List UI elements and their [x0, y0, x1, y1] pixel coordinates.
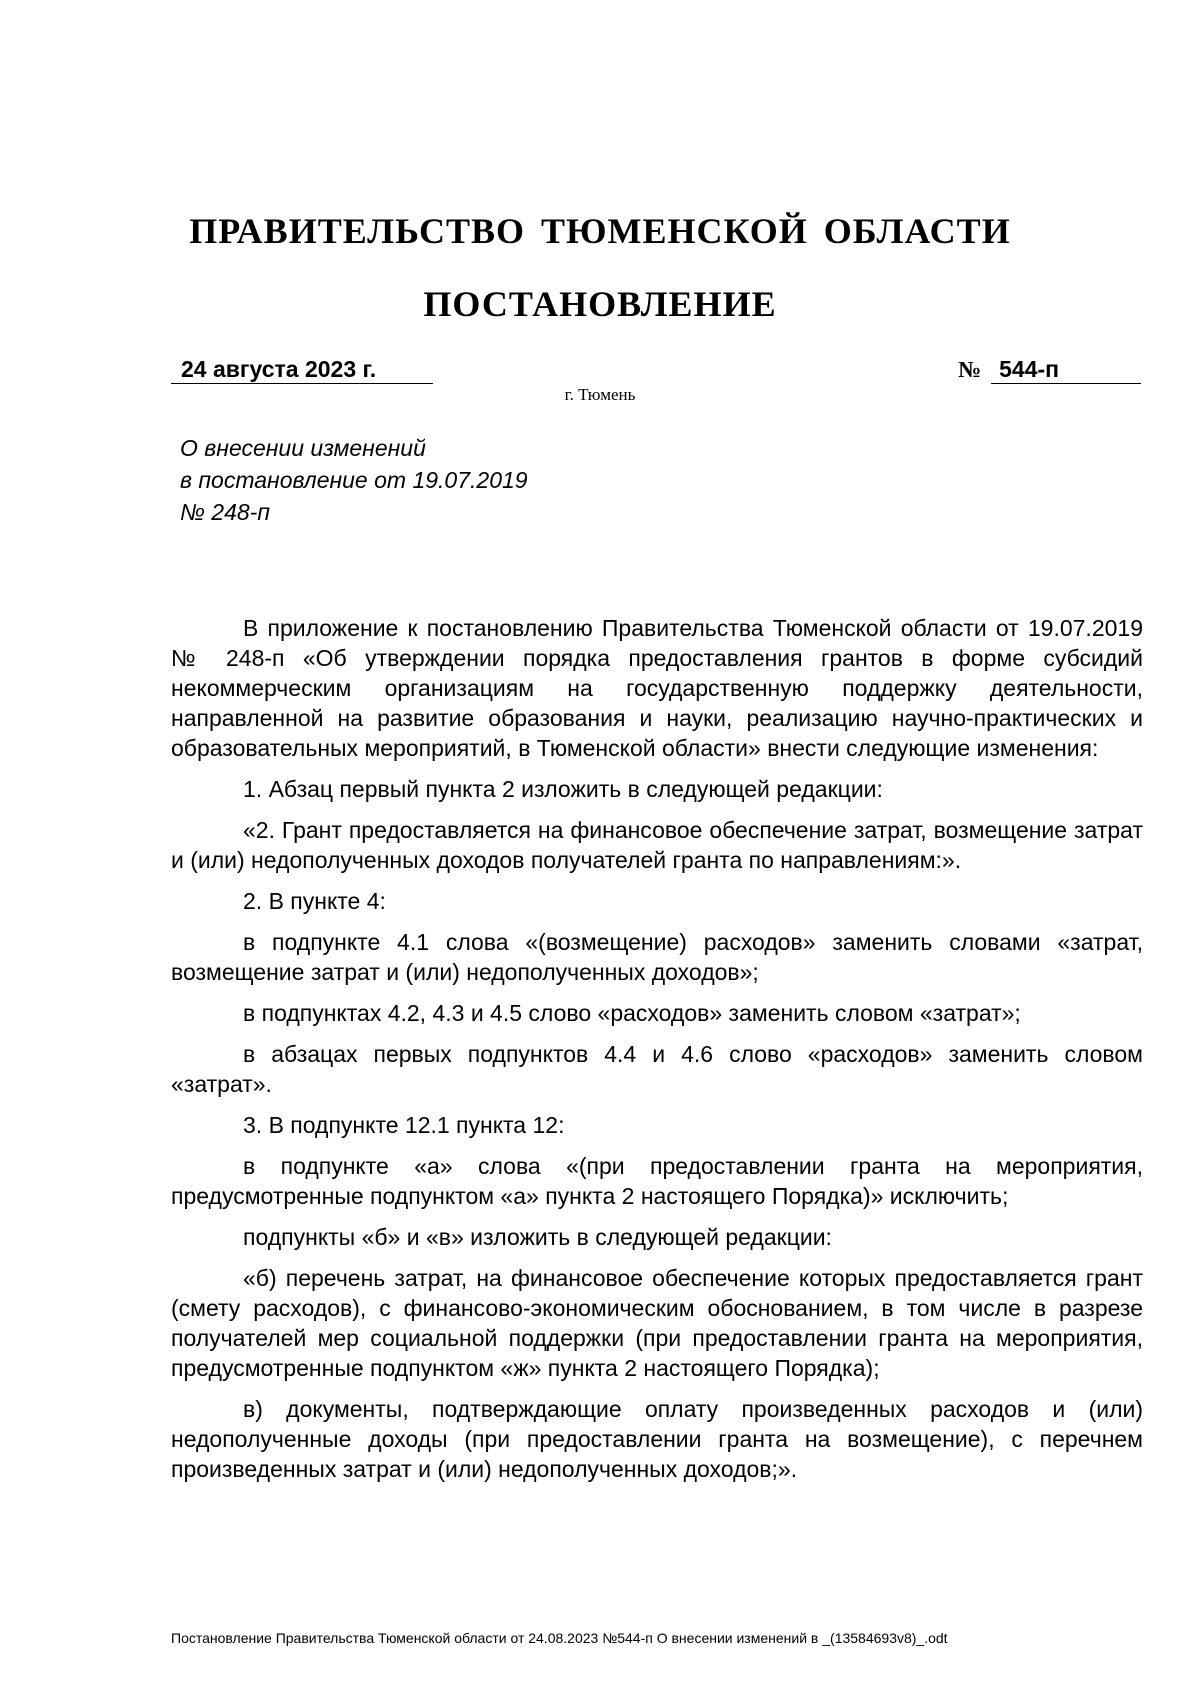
body-paragraph-9: в подпункте «а» слова «(при предоставлении гранта на мероприятия, предусмотренные подпунктом «а» пункта 2 настоящего Порядка)» исключить; [171, 1153, 1143, 1209]
body-paragraph-4: 2. В пункте 4: [243, 888, 386, 914]
subject-line-2: в постановление от 19.07.2019 [180, 467, 528, 493]
page-footer: Постановление Правительства Тюменской области от 24.08.2023 №544-п О внесении изменений в _(13584693v8)_.odt [171, 1630, 948, 1646]
document-body [171, 613, 1143, 1495]
body-paragraph-1: В приложение к постановлению Правительства Тюменской области от 19.07.2019 № 248-п «Об утверждении порядка предоставления грантов в форме субсидий некоммерческим организациям на государственную поддержку деятельности, направленной на развитие образования и науки, реализацию научно-практических и образовательных мероприятий, в Тюменской области» внести следующие изменения: [171, 615, 1143, 761]
body-paragraph-6: в подпунктах 4.2, 4.3 и 4.5 слово «расходов» заменить словом «затрат»; [243, 1000, 1021, 1026]
city-name: г. Тюмень [564, 385, 636, 404]
body-paragraph-12: в) документы, подтверждающие оплату произведенных расходов и (или) недополученные доходы (при предоставлении гранта на возмещение), с перечнем произведенных затрат и (или) недополученных доходов;». [171, 1396, 1143, 1482]
body-paragraph-7: в абзацах первых подпунктов 4.4 и 4.6 слово «расходов» заменить словом «затрат». [171, 1041, 1143, 1097]
body-paragraph-11: «б) перечень затрат, на финансовое обеспечение которых предоставляется грант (смету расходов), с финансово-экономическим обоснованием, в том числе в разрезе получателей мер социальной поддержки (при предоставлении гранта на мероприятия, предусмотренные подпунктом «ж» пункта 2 настоящего Порядка); [171, 1265, 1143, 1381]
number-sign: № [958, 357, 982, 382]
body-paragraph-3: «2. Грант предоставляется на финансовое обеспечение затрат, возмещение затрат и (или) недополученных доходов получателей гранта по направлениям:». [171, 817, 1143, 873]
document-subject [180, 432, 528, 528]
body-paragraph-10: подпункты «б» и «в» изложить в следующей редакции: [243, 1224, 832, 1250]
government-title: ПРАВИТЕЛЬСТВО ТЮМЕНСКОЙ ОБЛАСТИ [189, 211, 1011, 251]
document-date: 24 августа 2023 г. [171, 355, 433, 384]
document-number-block [958, 355, 1141, 384]
document-type: ПОСТАНОВЛЕНИЕ [423, 284, 777, 324]
body-paragraph-8: 3. В подпункте 12.1 пункта 12: [243, 1112, 565, 1138]
subject-line-1: О внесении изменений [180, 435, 426, 461]
subject-line-3: № 248-п [180, 499, 270, 525]
body-paragraph-2: 1. Абзац первый пункта 2 изложить в следующей редакции: [243, 776, 883, 802]
document-number: 544-п [991, 355, 1141, 384]
body-paragraph-5: в подпункте 4.1 слова «(возмещение) расходов» заменить словами «затрат, возмещение затрат и (или) недополученных доходов»; [171, 929, 1143, 985]
